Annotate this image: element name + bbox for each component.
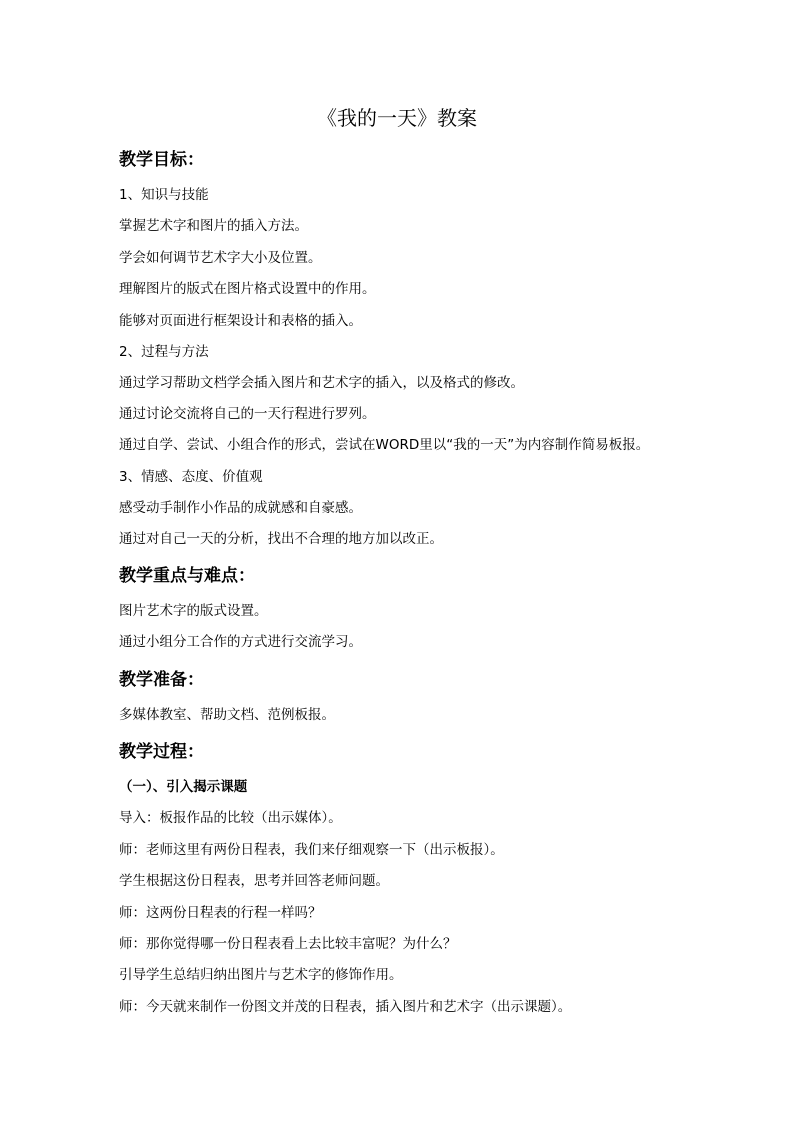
objectives-sub2-line: 通过讨论交流将自己的一天行程进行罗列。	[119, 406, 376, 422]
process-step1-line: 师：这两份日程表的行程一样吗？	[119, 905, 322, 921]
process-step1-heading: （一）、引入揭示课题	[119, 779, 248, 795]
process-step1-line: 引导学生总结归纳出图片与艺术字的修饰作用。	[119, 967, 403, 983]
objectives-sub2-line: 通过自学、尝试、小组合作的形式，尝试在WORD里以“我的一天”为内容制作简易板报。	[119, 437, 650, 453]
heading-key-points: 教学重点与难点：	[119, 566, 255, 586]
objectives-sub3-line: 通过对自己一天的分析，找出不合理的地方加以改正。	[119, 531, 443, 547]
objectives-sub1-line: 学会如何调节艺术字大小及位置。	[119, 250, 322, 266]
key-points-line: 图片艺术字的版式设置。	[119, 603, 268, 619]
heading-objectives: 教学目标：	[119, 150, 204, 170]
objectives-sub1: 1、知识与技能	[119, 187, 209, 203]
process-step1-line: 师：今天就来制作一份图文并茂的日程表，插入图片和艺术字（出示课题）。	[119, 999, 572, 1015]
key-points-line: 通过小组分工合作的方式进行交流学习。	[119, 634, 362, 650]
process-step1-line: 师：老师这里有两份日程表，我们来仔细观察一下（出示板报）。	[119, 842, 504, 858]
objectives-sub2-line: 通过学习帮助文档学会插入图片和艺术字的插入，以及格式的修改。	[119, 375, 524, 391]
objectives-sub1-line: 能够对页面进行框架设计和表格的插入。	[119, 313, 362, 329]
objectives-sub1-line: 理解图片的版式在图片格式设置中的作用。	[119, 281, 376, 297]
heading-process: 教学过程：	[119, 742, 204, 762]
preparation-line: 多媒体教室、帮助文档、范例板报。	[119, 707, 335, 723]
document-title: 《我的一天》教案	[317, 106, 477, 130]
objectives-sub2: 2、过程与方法	[119, 344, 209, 360]
objectives-sub1-line: 掌握艺术字和图片的插入方法。	[119, 218, 308, 234]
heading-preparation: 教学准备：	[119, 670, 204, 690]
process-step1-line: 师：那你觉得哪一份日程表看上去比较丰富呢？为什么？	[119, 936, 457, 952]
objectives-sub3-line: 感受动手制作小作品的成就感和自豪感。	[119, 500, 362, 516]
process-step1-line: 学生根据这份日程表，思考并回答老师问题。	[119, 873, 389, 889]
objectives-sub3: 3、情感、态度、价值观	[119, 469, 263, 485]
process-step1-line: 导入：板报作品的比较（出示媒体）。	[119, 810, 342, 826]
